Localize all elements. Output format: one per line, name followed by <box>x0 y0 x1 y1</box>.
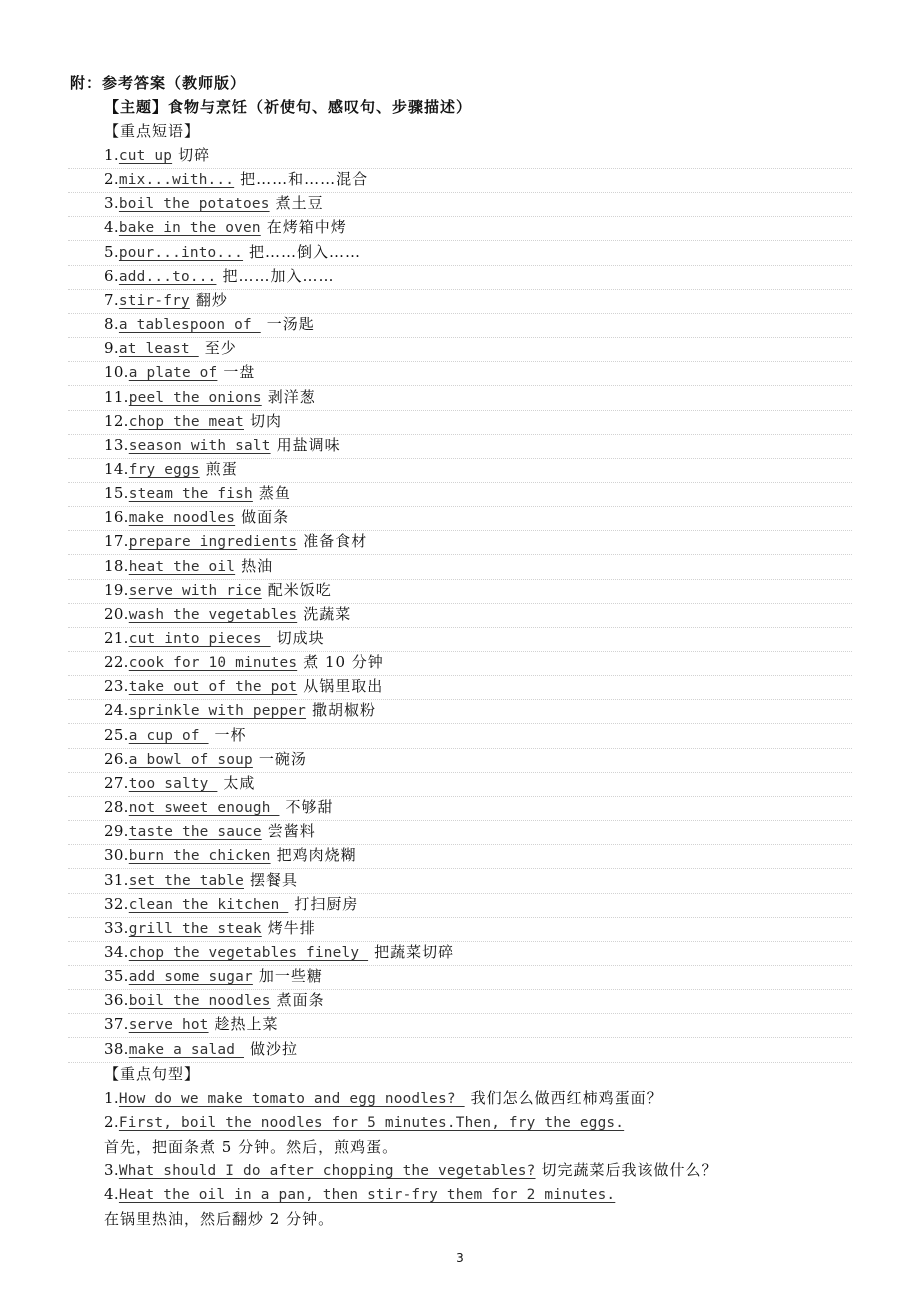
sentence-english: How do we make tomato and egg noodles? <box>118 1090 465 1107</box>
sentence-number: 2. <box>104 1112 119 1131</box>
phrase-english: chop the vegetables finely <box>128 944 369 961</box>
phrase-chinese: 切肉 <box>250 411 283 430</box>
phrase-number: 13. <box>104 435 129 454</box>
phrase-number: 5. <box>104 242 119 261</box>
phrase-chinese: 一汤匙 <box>266 315 315 334</box>
phrase-item <box>68 772 852 797</box>
phrase-chinese: 烤牛排 <box>267 918 316 937</box>
phrase-number: 21. <box>104 629 129 647</box>
phrase-item <box>68 869 852 894</box>
phrase-item <box>68 627 852 652</box>
phrase-english: boil the potatoes <box>118 196 270 213</box>
sentence-number: 3. <box>104 1160 119 1179</box>
phrase-english: taste the sauce <box>128 824 262 841</box>
phrase-number: 7. <box>104 290 119 309</box>
phrase-number: 36. <box>104 991 129 1010</box>
sentence-item <box>104 1159 852 1183</box>
phrase-english: make a salad <box>128 1041 244 1058</box>
phrase-number: 29. <box>104 822 129 841</box>
phrase-english: add some sugar <box>128 969 253 986</box>
phrase-english: grill the steak <box>128 920 262 937</box>
phrase-chinese: 一盘 <box>223 363 256 382</box>
phrase-item <box>68 410 852 435</box>
phrase-english: peel the onions <box>128 389 262 406</box>
phrase-number: 37. <box>104 1015 129 1034</box>
phrase-number: 3. <box>104 194 119 213</box>
sentence-chinese: 切完蔬菜后我该做什么？ <box>541 1160 718 1179</box>
phrase-item <box>68 289 852 314</box>
phrase-chinese: 尝酱料 <box>267 822 316 841</box>
phrase-item <box>68 844 852 869</box>
phrase-english: serve with rice <box>128 582 262 599</box>
phrase-english: wash the vegetables <box>128 606 298 623</box>
phrase-english: clean the kitchen <box>128 896 289 913</box>
phrase-chinese: 加一些糖 <box>258 967 323 986</box>
phrase-item <box>68 506 852 531</box>
sentence-english: What should I do after chopping the vegetables? <box>118 1162 536 1179</box>
phrase-number: 35. <box>104 967 129 986</box>
phrase-number: 22. <box>104 653 129 672</box>
phrase-number: 2. <box>104 170 119 189</box>
sentence-chinese: 首先，把面条煮 5 分钟。然后，煎鸡蛋。 <box>104 1137 399 1156</box>
phrase-item <box>68 241 852 266</box>
sentence-number: 4. <box>104 1184 119 1203</box>
phrase-number: 34. <box>104 942 129 961</box>
phrase-chinese: 热油 <box>241 556 274 575</box>
phrase-number: 32. <box>104 894 129 913</box>
phrase-item <box>68 482 852 507</box>
phrase-chinese: 煎蛋 <box>205 459 238 478</box>
phrase-number: 15. <box>104 484 129 503</box>
phrase-item <box>68 168 852 193</box>
phrase-item <box>68 893 852 918</box>
phrase-english: boil the noodles <box>128 993 271 1010</box>
phrase-item <box>68 603 852 628</box>
phrase-chinese: 撒胡椒粉 <box>312 701 377 720</box>
appendix-title: 附：参考答案（教师版） <box>70 74 247 92</box>
phrase-chinese: 配米饭吃 <box>267 580 332 599</box>
phrase-chinese: 一杯 <box>214 725 247 744</box>
phrase-number: 10. <box>104 363 129 382</box>
topic-title: 【主题】食物与烹饪（祈使句、感叹句、步骤描述） <box>104 98 473 116</box>
phrase-item <box>68 216 852 241</box>
phrase-number: 12. <box>104 411 129 430</box>
phrase-chinese: 打扫厨房 <box>294 894 359 913</box>
phrase-item <box>68 458 852 483</box>
phrase-chinese: 剥洋葱 <box>267 387 316 406</box>
phrase-number: 18. <box>104 556 129 575</box>
phrase-chinese: 不够甜 <box>285 798 334 817</box>
phrase-chinese: 煮面条 <box>276 991 325 1010</box>
phrase-english: at least <box>118 341 199 358</box>
phrase-number: 30. <box>104 846 129 865</box>
phrase-english: prepare ingredients <box>128 534 298 551</box>
phrase-chinese: 切碎 <box>178 146 211 164</box>
phrase-chinese: 摆餐具 <box>250 870 299 889</box>
phrase-item <box>68 965 852 990</box>
phrase-number: 20. <box>104 604 129 623</box>
phrase-number: 24. <box>104 701 129 720</box>
phrase-number: 1. <box>104 146 119 164</box>
phrase-english: take out of the pot <box>128 679 298 696</box>
phrase-number: 4. <box>104 218 119 237</box>
phrase-item <box>68 917 852 942</box>
phrase-english: chop the meat <box>128 413 244 430</box>
phrase-number: 28. <box>104 798 129 817</box>
phrase-english: not sweet enough <box>128 800 280 817</box>
sentence-english: Heat the oil in a pan, then stir-fry them for 2 minutes. <box>118 1186 616 1203</box>
phrase-english: pour...into... <box>118 244 244 261</box>
phrase-chinese: 做面条 <box>241 508 290 527</box>
phrase-english: add...to... <box>118 268 217 285</box>
phrase-chinese: 用盐调味 <box>276 435 341 454</box>
phrase-chinese: 翻炒 <box>195 290 228 309</box>
phrase-item <box>68 579 852 604</box>
phrase-english: heat the oil <box>128 558 236 575</box>
phrase-chinese: 从锅里取出 <box>303 677 384 696</box>
phrase-english: cut up <box>118 148 173 164</box>
phrase-item <box>68 699 852 724</box>
phrase-number: 6. <box>104 266 119 285</box>
page-number: 3 <box>456 1251 464 1265</box>
phrase-number: 14. <box>104 459 129 478</box>
phrase-english: set the table <box>128 872 244 889</box>
phrases-heading: 【重点短语】 <box>104 122 201 140</box>
phrase-english: cut into pieces <box>128 631 271 647</box>
phrase-english: cook for 10 minutes <box>128 655 298 672</box>
phrase-english: bake in the oven <box>118 220 261 237</box>
phrase-item <box>68 361 852 386</box>
phrase-english: too salty <box>128 775 218 792</box>
phrase-item <box>68 675 852 700</box>
phrase-english: make noodles <box>128 510 236 527</box>
phrase-item <box>68 555 852 580</box>
phrase-item <box>68 530 852 555</box>
phrase-item <box>68 796 852 821</box>
phrase-number: 25. <box>104 725 129 744</box>
phrase-english: burn the chicken <box>128 848 271 865</box>
sentence-chinese: 我们怎么做西红柿鸡蛋面？ <box>470 1088 663 1107</box>
phrase-item <box>68 724 852 749</box>
phrase-chinese: 把鸡肉烧糊 <box>276 846 357 865</box>
phrase-number: 38. <box>104 1039 129 1058</box>
phrase-english: stir-fry <box>118 292 190 309</box>
phrase-chinese: 趁热上菜 <box>214 1015 279 1034</box>
phrase-item <box>68 1038 852 1063</box>
phrase-english: sprinkle with pepper <box>128 703 307 720</box>
phrase-number: 31. <box>104 870 129 889</box>
phrase-english: fry eggs <box>128 461 200 478</box>
phrase-number: 33. <box>104 918 129 937</box>
phrase-chinese: 至少 <box>204 339 237 358</box>
phrase-number: 8. <box>104 315 119 334</box>
phrase-chinese: 太咸 <box>223 773 256 792</box>
phrase-item <box>68 651 852 676</box>
sentence-translation-line <box>104 1136 398 1157</box>
phrase-english: serve hot <box>128 1017 209 1034</box>
phrase-chinese: 在烤箱中烤 <box>266 218 347 237</box>
phrase-item <box>68 192 852 217</box>
phrase-english: mix...with... <box>118 172 235 189</box>
phrase-number: 9. <box>104 339 119 358</box>
sentence-item <box>104 1087 852 1111</box>
phrase-english: a plate of <box>128 365 218 382</box>
phrase-item <box>68 1013 852 1038</box>
phrase-number: 26. <box>104 749 129 768</box>
phrase-chinese: 煮土豆 <box>275 194 324 213</box>
phrase-chinese: 洗蔬菜 <box>303 604 352 623</box>
sentence-english: First, boil the noodles for 5 minutes.Then, fry the eggs. <box>118 1114 625 1131</box>
sentence-number: 1. <box>104 1088 119 1107</box>
sentences-heading: 【重点句型】 <box>104 1064 201 1083</box>
phrase-item <box>68 386 852 411</box>
phrase-item <box>68 337 852 362</box>
phrase-item <box>68 989 852 1014</box>
sentence-item <box>104 1183 852 1207</box>
phrase-item <box>68 313 852 338</box>
phrase-number: 16. <box>104 508 129 527</box>
phrase-item <box>68 748 852 773</box>
phrase-number: 27. <box>104 773 129 792</box>
phrase-number: 23. <box>104 677 129 696</box>
phrase-chinese: 把蔬菜切碎 <box>374 942 455 961</box>
sentence-translation-line <box>104 1208 334 1229</box>
phrase-english: steam the fish <box>128 486 253 503</box>
phrase-item <box>68 144 852 169</box>
phrase-chinese: 准备食材 <box>303 532 368 551</box>
phrase-number: 17. <box>104 532 129 551</box>
phrase-chinese: 一碗汤 <box>258 749 307 768</box>
phrase-item <box>68 265 852 290</box>
phrase-chinese: 把……倒入…… <box>249 242 362 261</box>
phrase-chinese: 切成块 <box>276 629 325 647</box>
phrase-item <box>68 820 852 845</box>
sentence-item <box>104 1111 852 1135</box>
phrase-chinese: 把……加入…… <box>222 266 335 285</box>
phrase-item <box>68 941 852 966</box>
phrase-item <box>68 434 852 459</box>
phrase-chinese: 蒸鱼 <box>258 484 291 503</box>
phrase-english: a cup of <box>128 727 209 744</box>
phrase-english: a tablespoon of <box>118 317 261 334</box>
phrase-number: 19. <box>104 580 129 599</box>
sentence-chinese: 在锅里热油，然后翻炒 2 分钟。 <box>104 1209 335 1228</box>
phrase-chinese: 做沙拉 <box>250 1039 299 1058</box>
phrase-english: season with salt <box>128 437 271 454</box>
phrase-number: 11. <box>104 387 129 406</box>
phrase-chinese: 把……和……混合 <box>240 170 369 189</box>
phrase-english: a bowl of soup <box>128 751 253 768</box>
phrase-chinese: 煮 10 分钟 <box>303 653 384 672</box>
